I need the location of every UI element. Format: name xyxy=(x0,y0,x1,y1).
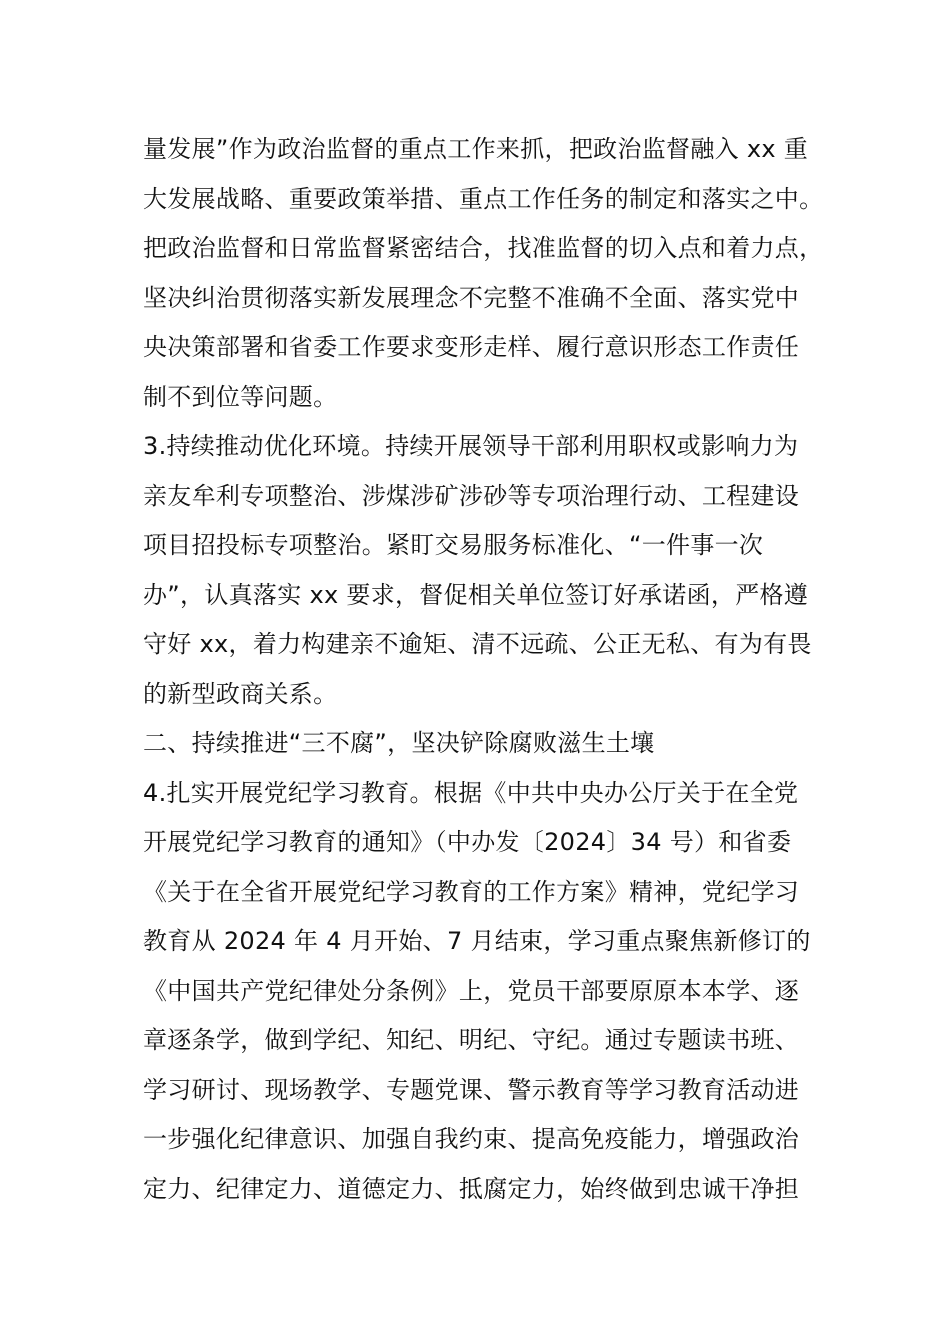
text-line: 亲友牟利专项整治、涉煤涉矿涉砂等专项治理行动、工程建设 xyxy=(143,481,800,510)
document-body xyxy=(143,125,823,1214)
text-line: 4.扎实开展党纪学习教育。根据《中共中央办公厅关于在全党 xyxy=(143,778,799,807)
text-line: 的新型政商关系。 xyxy=(143,679,338,708)
text-line: 守好 xx，着力构建亲不逾矩、清不远疏、公正无私、有为有畏 xyxy=(143,630,812,658)
text-line: 《关于在全省开展党纪学习教育的工作方案》精神，党纪学习 xyxy=(143,877,800,906)
text-line: 项目招投标专项整治。紧盯交易服务标准化、“一件事一次 xyxy=(143,531,764,559)
text-line: 量发展”作为政治监督的重点工作来抓，把政治监督融入 xx 重 xyxy=(143,135,809,163)
section-heading: 二、持续推进“三不腐”，坚决铲除腐败滋生土壤 xyxy=(143,729,655,757)
text-line: 定力、纪律定力、道德定力、抵腐定力，始终做到忠诚干净担 xyxy=(143,1174,800,1203)
text-line: 教育从 2024 年 4 月开始、7 月结束，学习重点聚焦新修订的 xyxy=(143,927,811,955)
text-line: 制不到位等问题。 xyxy=(143,382,338,411)
text-line: 章逐条学，做到学纪、知纪、明纪、守纪。通过专题读书班、 xyxy=(143,1026,800,1054)
text-line: 学习研讨、现场教学、专题党课、警示教育等学习教育活动进 xyxy=(143,1075,800,1104)
text-line: 坚决纠治贯彻落实新发展理念不完整不准确不全面、落实党中 xyxy=(143,283,800,312)
text-line: 3.持续推动优化环境。持续开展领导干部利用职权或影响力为 xyxy=(143,432,799,460)
text-line: 大发展战略、重要政策举措、重点工作任务的制定和落实之中。 xyxy=(143,184,824,213)
text-line: 办”，认真落实 xx 要求，督促相关单位签订好承诺函，严格遵 xyxy=(143,580,809,609)
text-line: 央决策部署和省委工作要求变形走样、履行意识形态工作责任 xyxy=(143,333,800,361)
text-line: 一步强化纪律意识、加强自我约束、提高免疫能力，增强政治 xyxy=(143,1125,800,1153)
text-line: 开展党纪学习教育的通知》（中办发〔2024〕34 号）和省委 xyxy=(143,828,792,856)
text-line: 《中国共产党纪律处分条例》上，党员干部要原原本本学、逐 xyxy=(143,976,800,1005)
text-line: 把政治监督和日常监督紧密结合，找准监督的切入点和着力点， xyxy=(143,234,824,262)
